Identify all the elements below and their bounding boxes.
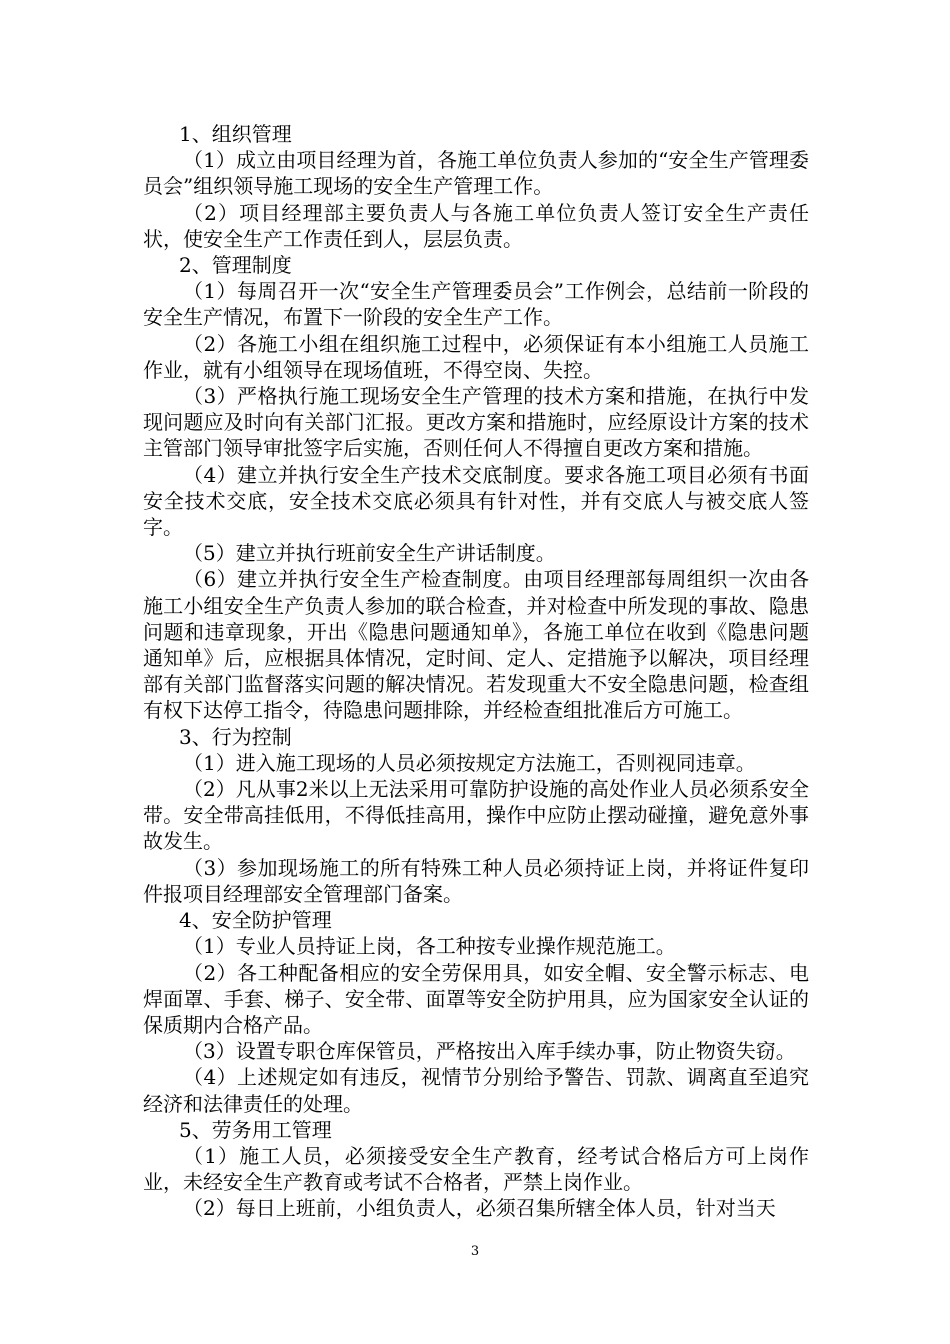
page-number: 3: [470, 1244, 480, 1259]
paragraph: （2）凡从事2米以上无法采用可靠防护设施的高处作业人员必须系安全带。安全带高挂低用，不得低挂高用，操作中应防止摆动碰撞，避免意外事故发生。: [143, 777, 809, 854]
section-heading: 4、安全防护管理: [179, 908, 332, 933]
paragraph: （1）成立由项目经理为首，各施工单位负责人参加的“安全生产管理委员会”组织领导施工现场的安全生产管理工作。: [143, 148, 809, 199]
document-body: [143, 121, 809, 1222]
paragraph: （3）参加现场施工的所有特殊工种人员必须持证上岗，并将证件复印件报项目经理部安全管理部门备案。: [143, 855, 809, 906]
paragraph: （4）上述规定如有违反，视情节分别给予警告、罚款、调离直至追究经济和法律责任的处理。: [143, 1065, 809, 1116]
paragraph: （4）建立并执行安全生产技术交底制度。要求各施工项目必须有书面安全技术交底，安全技术交底必须具有针对性，并有交底人与被交底人签字。: [143, 462, 809, 540]
paragraph: （2）项目经理部主要负责人与各施工单位负责人签订安全生产责任状，使安全生产工作责任到人，层层负责。: [143, 200, 809, 251]
paragraph: （3）严格执行施工现场安全生产管理的技术方案和措施，在执行中发现问题应及时向有关部门汇报。更改方案和措施时，应经原设计方案的技术主管部门领导审批签字后实施，否则任何人不得擅自更改方案和措施。: [143, 384, 809, 461]
section-heading: 2、管理制度: [179, 253, 292, 278]
section-heading: 5、劳务用工管理: [179, 1117, 332, 1142]
paragraph: （1）专业人员持证上岗，各工种按专业操作规范施工。: [183, 934, 676, 959]
section-heading: 3、行为控制: [179, 724, 292, 749]
paragraph: （3）设置专职仓库保管员，严格按出入库手续办事，防止物资失窃。: [183, 1039, 796, 1064]
paragraph: （1）施工人员，必须接受安全生产教育，经考试合格后方可上岗作业，未经安全生产教育或考试不合格者，严禁上岗作业。: [143, 1143, 809, 1195]
paragraph: （1）进入施工现场的人员必须按规定方法施工，否则视同违章。: [183, 750, 756, 775]
paragraph: （6）建立并执行安全生产检查制度。由项目经理部每周组织一次由各施工小组安全生产负责人参加的联合检查，并对检查中所发现的事故、隐患问题和违章现象，开出《隐患问题通知单》，各施工单位在收到《隐患问题通知单》后，应根据具体情况，定时间、定人、定措施予以解决，项目经理部有关部门监督落实问题的解决情况。若发现重大不安全隐患问题，检查组有权下达停工指令，待隐患问题排除，并经检查组批准后方可施工。: [143, 567, 809, 723]
paragraph: （5）建立并执行班前安全生产讲话制度。: [183, 541, 556, 566]
paragraph: （2）各施工小组在组织施工过程中，必须保证有本小组施工人员施工作业，就有小组领导在现场值班，不得空岗、失控。: [143, 331, 809, 382]
section-heading: 1、组织管理: [179, 122, 292, 146]
paragraph: （2）各工种配备相应的安全劳保用具，如安全帽、安全警示标志、电焊面罩、手套、梯子、安全带、面罩等安全防护用具，应为国家安全认证的保质期内合格产品。: [143, 960, 809, 1037]
paragraph: （1）每周召开一次“安全生产管理委员会”工作例会，总结前一阶段的安全生产情况，布置下一阶段的安全生产工作。: [143, 279, 809, 330]
paragraph: （2）每日上班前，小组负责人，必须召集所辖全体人员，针对当天: [183, 1196, 776, 1221]
